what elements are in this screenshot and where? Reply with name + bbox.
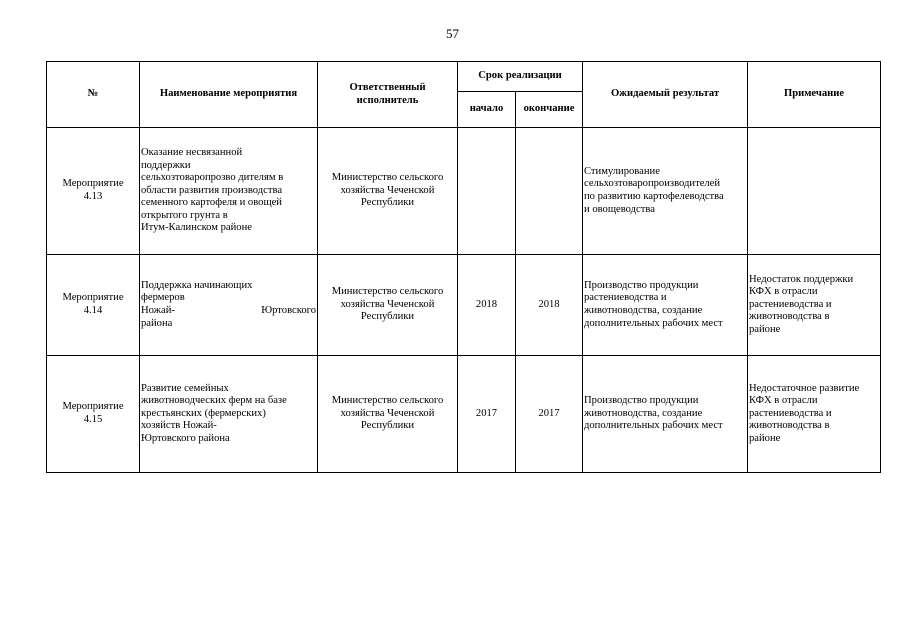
result-line: Производство продукции	[584, 279, 699, 291]
row-number-value: 4.13	[83, 191, 103, 202]
executor-line: хозяйства Чеченской	[340, 407, 435, 419]
result-line: по развитию картофелеводства	[584, 191, 724, 202]
row-number-label: Мероприятие	[62, 401, 124, 413]
measure-name-line: крестьянских (фермерских)	[141, 407, 266, 419]
result-line: дополнительных рабочих мест	[584, 420, 723, 432]
header-note: Примечание	[748, 62, 881, 128]
result-cell	[583, 356, 748, 473]
measures-table	[46, 61, 881, 473]
note-cell	[748, 356, 881, 473]
note-line: районе	[749, 323, 781, 335]
note-line: животноводства в	[749, 311, 830, 323]
result-cell	[583, 128, 748, 255]
header-end: окончание	[516, 92, 583, 128]
executor-cell	[318, 255, 458, 356]
measure-name-line: поддержки	[141, 159, 191, 171]
measure-name-word: Ножай-	[141, 305, 175, 316]
measure-name-line: области развития производства	[141, 184, 283, 196]
result-line: и овощеводства	[584, 203, 655, 215]
row-number-label: Мероприятие	[62, 292, 124, 304]
note-line: Недостаток поддержки	[749, 273, 854, 285]
start-year-cell	[458, 128, 516, 255]
note-line: Недостаточное развитие	[749, 382, 860, 394]
measure-name-word: Юртовского	[261, 305, 316, 316]
result-cell	[583, 255, 748, 356]
row-number-label: Мероприятие	[62, 178, 124, 190]
note-cell	[748, 255, 881, 356]
result-line: дополнительных рабочих мест	[584, 317, 723, 329]
measure-name-line: района	[141, 317, 173, 329]
executor-line: Министерство сельского	[331, 172, 444, 184]
note-line: КФХ в отрасли	[749, 395, 818, 407]
measure-name-justified-line	[141, 305, 316, 318]
note-line: растениеводства и	[749, 407, 832, 419]
note-line: районе	[749, 432, 781, 444]
result-line: Стимулирование	[584, 165, 660, 177]
result-line: животноводства, создание	[584, 305, 703, 316]
row-number-cell	[47, 356, 140, 473]
executor-line: Министерство сельского	[331, 286, 444, 298]
measure-name-line: семенного картофеля и овощей	[141, 197, 282, 209]
measure-name-line: Юртовского района	[141, 432, 230, 444]
result-line: животноводства, создание	[584, 407, 703, 419]
header-executor-line: исполнитель	[356, 94, 419, 106]
executor-line: хозяйства Чеченской	[340, 184, 435, 196]
header-num: №	[47, 62, 140, 128]
end-year-cell	[516, 128, 583, 255]
executor-line: Республики	[360, 197, 415, 209]
start-year-cell: 2018	[458, 255, 516, 356]
header-row	[47, 62, 881, 92]
header-executor	[318, 62, 458, 128]
measure-name-line: Итум-Калинском районе	[141, 222, 252, 234]
table-row	[47, 128, 881, 255]
executor-line: Республики	[360, 311, 415, 323]
page-number: 57	[446, 26, 459, 41]
measure-name-line: Поддержка начинающих	[141, 279, 253, 291]
result-line: растениеводства и	[584, 292, 667, 304]
row-number-value: 4.15	[83, 414, 103, 425]
executor-cell	[318, 128, 458, 255]
measure-name-line: Оказание несвязанной	[141, 146, 243, 158]
note-line: растениеводства и	[749, 298, 832, 310]
header-start: начало	[458, 92, 516, 128]
header-executor-line: Ответственный	[349, 81, 426, 93]
header-term: Срок реализации	[458, 62, 583, 92]
measure-name-cell	[140, 356, 318, 473]
measure-name-line: Развитие семейных	[141, 382, 229, 394]
row-number-value: 4.14	[83, 305, 103, 316]
result-line: сельхозтоваропроизводителей	[584, 178, 721, 190]
header-name: Наименование мероприятия	[140, 62, 318, 128]
executor-line: хозяйства Чеченской	[340, 298, 435, 310]
executor-line: Республики	[360, 420, 415, 432]
table-row	[47, 255, 881, 356]
row-number-cell	[47, 128, 140, 255]
measure-name-line: животноводческих ферм на базе	[141, 395, 287, 407]
end-year-cell: 2017	[516, 356, 583, 473]
end-year-cell: 2018	[516, 255, 583, 356]
measure-name-line: сельхозтоваропрозво дителям в	[141, 172, 284, 184]
measure-name-cell	[140, 128, 318, 255]
row-number-cell	[47, 255, 140, 356]
measure-name-line: хозяйств Ножай-	[141, 420, 217, 432]
measure-name-cell	[140, 255, 318, 356]
note-line: животноводства в	[749, 420, 830, 432]
header-result: Ожидаемый результат	[583, 62, 748, 128]
result-line: Производство продукции	[584, 395, 699, 407]
note-cell	[748, 128, 881, 255]
table-row	[47, 356, 881, 473]
note-line: КФХ в отрасли	[749, 286, 818, 298]
executor-line: Министерство сельского	[331, 395, 444, 407]
start-year-cell: 2017	[458, 356, 516, 473]
executor-cell	[318, 356, 458, 473]
measure-name-line: фермеров	[141, 292, 185, 304]
measure-name-line: открытого грунта в	[141, 209, 228, 221]
